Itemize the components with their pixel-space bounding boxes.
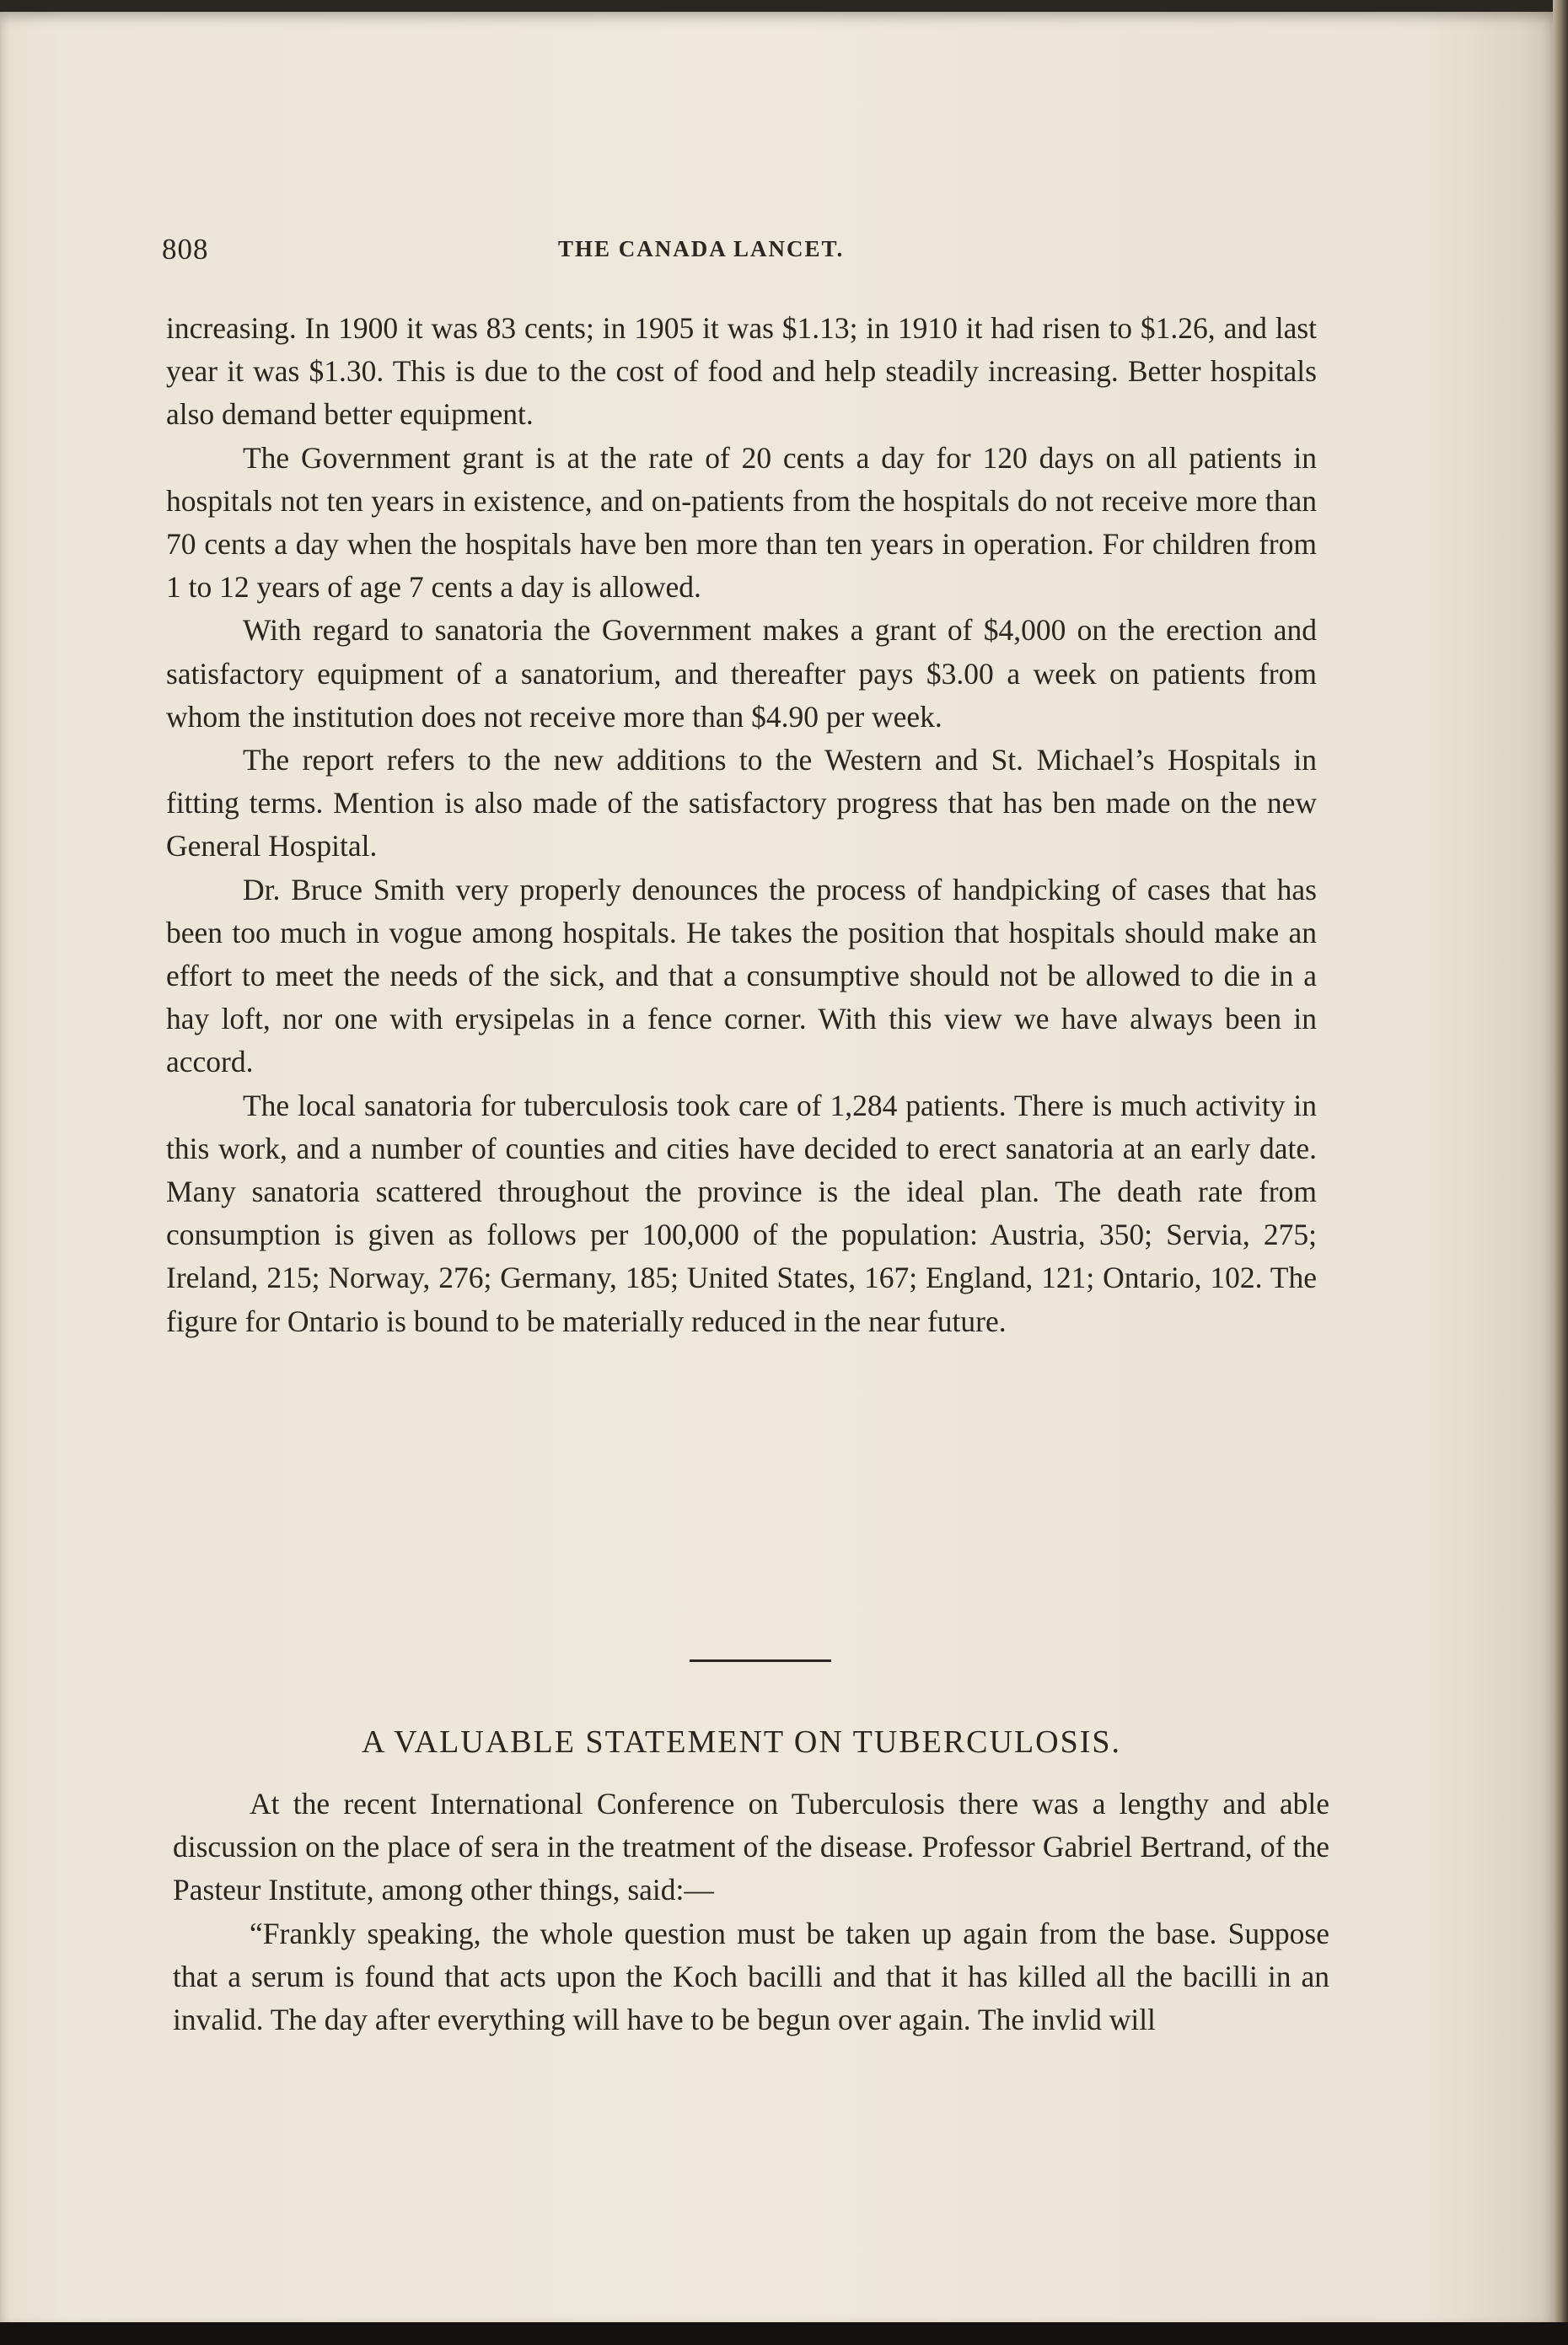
paragraph: The Government grant is at the rate of 20 cents a day for 120 days on all patients in hospitals not ten years in existence, and on-patients from the hospitals do not receive more than 70 cents a day when the hospitals have ben more than ten years in operation. For children from 1 to 12 years of age 7 cents a day is allowed. xyxy=(166,440,1317,605)
section-title: A VALUABLE STATEMENT ON TUBERCULOSIS. xyxy=(361,1724,1122,1760)
paragraph: Dr. Bruce Smith very properly denounces the process of handpicking of cases that has been too much in vogue among hospitals. He takes the position that hospitals should make an effort to meet the needs of the sick, and that a consumptive should not be allowed to die in a hay loft, nor one with erysipelas in a fence corner. With this view we have always been in accord. xyxy=(166,872,1317,1079)
book-page xyxy=(0,12,1553,2322)
article-hospitals-report xyxy=(166,307,1317,1343)
paragraph: The local sanatoria for tuberculosis took care of 1,284 patients. There is much activity in this work, and a number of counties and cities have decided to erect sanatoria at an early date. Many sanatoria scattered throughout the province is the ideal plan. The death rate from consumption is given as follows per 100,000 of the population: Austria, 350; Servia, 275; Ireland, 215; Norway, 276; Germany, 185; United States, 167; England, 121; Ontario, 102. The figure for Ontario is bound to be materially reduced in the near future. xyxy=(166,1088,1317,1338)
journal-title: THE CANADA LANCET. xyxy=(558,236,845,261)
page-edge-shadow xyxy=(1553,0,1568,2345)
page-number: 808 xyxy=(162,233,209,266)
running-head xyxy=(162,233,1325,275)
article-tuberculosis-statement xyxy=(173,1783,1329,2041)
paragraph: increasing. In 1900 it was 83 cents; in 1905 it was $1.13; in 1910 it had risen to $1.26, and last year it was $1.30. This is due to the cost of food and help steadily increasing. Better hospitals also demand better equipment. xyxy=(166,311,1317,432)
paragraph: “Frankly speaking, the whole question must be taken up again from the base. Suppose that a serum is found that acts upon the Koch bacilli and that it has killed all the bacilli in an invalid. The day after everything will have to be begun over again. The invlid will xyxy=(173,1916,1329,2037)
section-divider xyxy=(690,1659,831,1662)
paragraph: With regard to sanatoria the Government makes a grant of $4,000 on the erection and satisfactory equipment of a sanatorium, and thereafter pays $3.00 a week on patients from whom the institution does not receive more than $4.90 per week. xyxy=(166,613,1317,734)
paragraph: At the recent International Conference on Tuberculosis there was a lengthy and able discussion on the place of sera in the treatment of the disease. Professor Gabriel Bertrand, of the Pasteur Institute, among other things, said:— xyxy=(173,1787,1329,1907)
scan-bottom-edge xyxy=(0,2322,1568,2345)
paragraph: The report refers to the new additions to the Western and St. Michael’s Hospitals in fitting terms. Mention is also made of the satisfactory progress that has ben made on the new General Hospital. xyxy=(166,743,1317,863)
